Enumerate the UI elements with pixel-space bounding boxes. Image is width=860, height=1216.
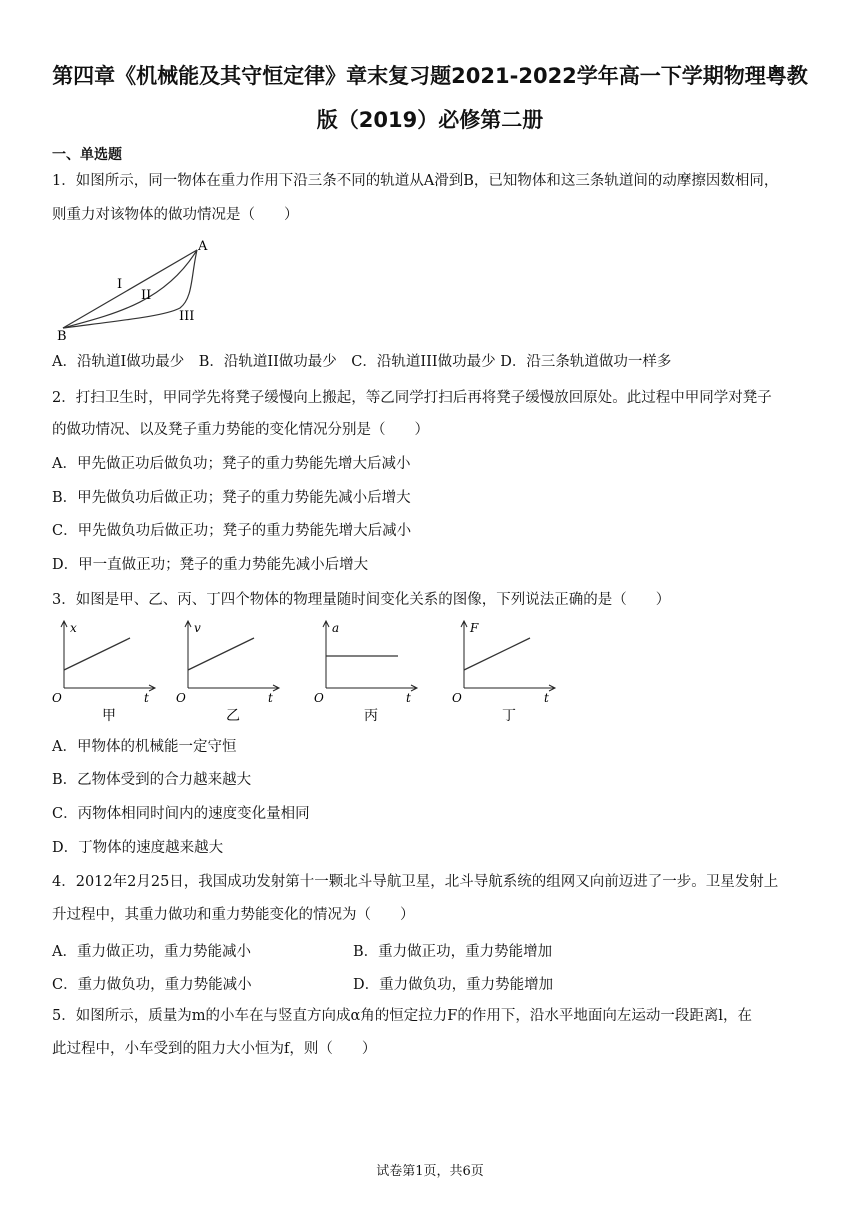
q2-stem-line1: 2．打扫卫生时，甲同学先将凳子缓慢向上搬起，等乙同学打扫后再将凳子缓慢放回原处。此过程中甲同学对凳子 <box>52 390 772 406</box>
exam-title-line2: 版（2019）必修第二册 <box>316 108 544 132</box>
q4-option-c: C．重力做负功，重力势能减小 <box>52 977 252 993</box>
origin-label: O <box>452 691 462 705</box>
y-axis-label: F <box>470 621 479 635</box>
q1-track-figure <box>55 236 215 344</box>
q3-option-b: B．乙物体受到的合力越来越大 <box>52 772 252 788</box>
q3-stem: 3．如图是甲、乙、丙、丁四个物体的物理量随时间变化关系的图像，下列说法正确的是（ ） <box>52 592 671 608</box>
graph-caption: 乙 <box>226 708 240 724</box>
q2-option-c: C．甲先做负功后做正功；凳子的重力势能先增大后减小 <box>52 523 412 539</box>
page-footer: 试卷第1页，共6页 <box>376 1164 484 1179</box>
y-axis-label: v <box>194 621 201 635</box>
graph-line <box>188 638 254 670</box>
label-B: B <box>57 329 67 344</box>
q2-option-b: B．甲先做负功后做正功；凳子的重力势能先减小后增大 <box>52 490 411 506</box>
origin-label: O <box>176 691 186 705</box>
q1-options: A．沿轨道I做功最少 B．沿轨道II做功最少 C．沿轨道III做功最少 D．沿三条轨道做功一样多 <box>52 354 672 370</box>
section-heading: 一、单选题 <box>52 147 122 163</box>
graph-line <box>464 638 530 670</box>
q5-stem-line2: 此过程中，小车受到的阻力大小恒为f，则（ ） <box>52 1041 377 1057</box>
x-axis-label: t <box>268 691 273 705</box>
exam-title-line1: 第四章《机械能及其守恒定律》章末复习题2021-2022学年高一下学期物理粤教 <box>52 64 808 88</box>
q4-option-b: B．重力做正功，重力势能增加 <box>353 944 553 960</box>
q2-stem-line2: 的做功情况、以及凳子重力势能的变化情况分别是（ ） <box>52 422 429 438</box>
q3-graphs-figure <box>48 618 568 726</box>
q2-option-a: A．甲先做正功后做负功；凳子的重力势能先增大后减小 <box>52 456 411 472</box>
q5-stem-line1: 5．如图所示，质量为m的小车在与竖直方向成α角的恒定拉力F的作用下，沿水平地面向左运动一段距离l，在 <box>52 1008 752 1024</box>
q4-option-d: D．重力做负功，重力势能增加 <box>353 977 554 993</box>
track-I <box>63 250 197 328</box>
x-axis-label: t <box>406 691 411 705</box>
q4-stem-line2: 升过程中，其重力做功和重力势能变化的情况为（ ） <box>52 907 415 923</box>
q1-stem-line2: 则重力对该物体的做功情况是（ ） <box>52 207 299 223</box>
y-axis-label: a <box>332 621 340 635</box>
q3-option-c: C．丙物体相同时间内的速度变化量相同 <box>52 806 310 822</box>
x-axis-label: t <box>144 691 149 705</box>
x-axis-label: t <box>544 691 549 705</box>
q4-option-a: A．重力做正功，重力势能减小 <box>52 944 251 960</box>
graph-caption: 丁 <box>502 708 516 724</box>
graph-caption: 甲 <box>102 708 116 724</box>
q1-stem-line1: 1．如图所示，同一物体在重力作用下沿三条不同的轨道从A滑到B，已知物体和这三条轨道间的动摩擦因数相同， <box>52 173 779 189</box>
y-axis-label: x <box>70 621 77 635</box>
q3-option-d: D．丁物体的速度越来越大 <box>52 840 224 856</box>
q3-option-a: A．甲物体的机械能一定守恒 <box>52 739 237 755</box>
label-III: III <box>179 309 195 324</box>
graph-caption: 丙 <box>364 708 378 724</box>
q4-stem-line1: 4．2012年2月25日，我国成功发射第十一颗北斗导航卫星，北斗导航系统的组网又向前迈进了一步。卫星发射上 <box>52 874 779 890</box>
label-A: A <box>198 239 208 254</box>
label-II: II <box>141 288 152 303</box>
q2-option-d: D．甲一直做正功；凳子的重力势能先减小后增大 <box>52 557 369 573</box>
graph-line <box>64 638 130 670</box>
label-I: I <box>117 277 123 292</box>
origin-label: O <box>314 691 324 705</box>
origin-label: O <box>52 691 62 705</box>
